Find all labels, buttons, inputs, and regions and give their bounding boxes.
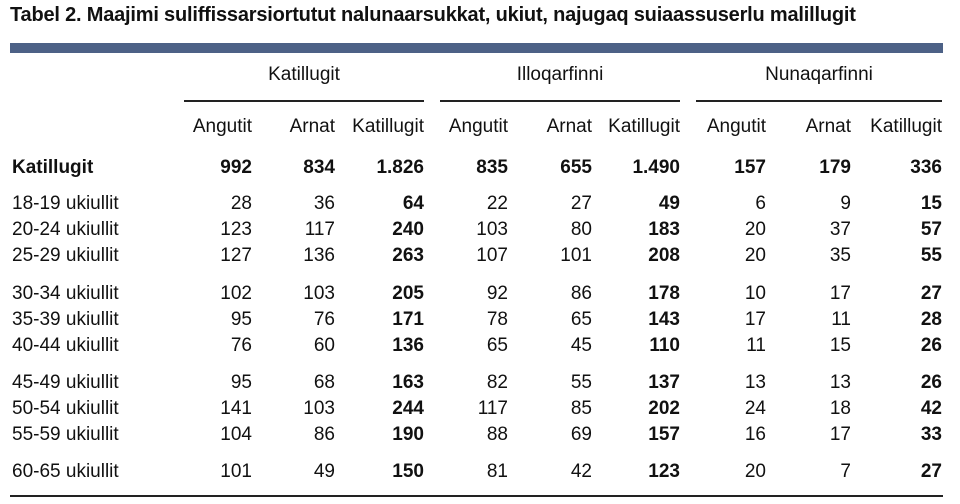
row-label: Katillugit — [12, 157, 94, 178]
total-row — [0, 157, 960, 183]
cell-value: 78 — [486, 309, 508, 330]
table-row — [0, 309, 960, 335]
cell-value: 103 — [476, 219, 508, 240]
row-label: 20-24 ukiullit — [12, 219, 119, 240]
cell-value: 101 — [560, 245, 592, 266]
cell-value: 157 — [648, 424, 680, 445]
cell-value: 33 — [920, 424, 942, 445]
subheader-katillugit: Katillugit — [352, 116, 424, 137]
cell-value: 55 — [920, 245, 942, 266]
row-label: 18-19 ukiullit — [12, 193, 119, 214]
cell-value: 183 — [648, 219, 680, 240]
cell-value: 11 — [831, 309, 851, 330]
cell-value: 143 — [648, 309, 680, 330]
cell-value: 49 — [658, 193, 680, 214]
group-underline — [696, 100, 942, 102]
table-row — [0, 219, 960, 245]
cell-value: 64 — [402, 193, 424, 214]
cell-value: 80 — [570, 219, 592, 240]
cell-value: 26 — [920, 372, 942, 393]
table-row — [0, 372, 960, 398]
cell-value: 179 — [819, 157, 851, 178]
group-header-illoqarfinni: Illoqarfinni — [516, 64, 604, 85]
cell-value: 86 — [313, 424, 335, 445]
cell-value: 137 — [648, 372, 680, 393]
cell-value: 69 — [570, 424, 592, 445]
cell-value: 18 — [829, 398, 851, 419]
cell-value: 92 — [486, 283, 508, 304]
cell-value: 190 — [392, 424, 424, 445]
cell-value: 81 — [486, 461, 508, 482]
cell-value: 163 — [392, 372, 424, 393]
cell-value: 27 — [920, 461, 942, 482]
row-label: 35-39 ukiullit — [12, 309, 119, 330]
cell-value: 86 — [570, 283, 592, 304]
cell-value: 20 — [744, 245, 766, 266]
subheader-arnat: Arnat — [805, 116, 851, 137]
cell-value: 16 — [744, 424, 766, 445]
subheader-katillugit: Katillugit — [608, 116, 680, 137]
cell-value: 104 — [220, 424, 252, 445]
row-label: 55-59 ukiullit — [12, 424, 119, 445]
cell-value: 76 — [230, 335, 252, 356]
cell-value: 27 — [570, 193, 592, 214]
cell-value: 13 — [744, 372, 766, 393]
cell-value: 17 — [829, 283, 851, 304]
cell-value: 6 — [755, 193, 766, 214]
cell-value: 202 — [648, 398, 680, 419]
cell-value: 55 — [570, 372, 592, 393]
group-underline — [440, 100, 680, 102]
cell-value: 103 — [303, 283, 335, 304]
cell-value: 68 — [313, 372, 335, 393]
cell-value: 834 — [303, 157, 335, 178]
cell-value: 9 — [840, 193, 851, 214]
cell-value: 22 — [486, 193, 508, 214]
cell-value: 17 — [744, 309, 766, 330]
cell-value: 35 — [829, 245, 851, 266]
cell-value: 45 — [570, 335, 592, 356]
cell-value: 42 — [920, 398, 942, 419]
cell-value: 136 — [303, 245, 335, 266]
cell-value: 20 — [744, 461, 766, 482]
cell-value: 171 — [392, 309, 424, 330]
cell-value: 107 — [476, 245, 508, 266]
subheader-katillugit: Katillugit — [870, 116, 942, 137]
cell-value: 178 — [648, 283, 680, 304]
cell-value: 13 — [829, 372, 851, 393]
row-label: 40-44 ukiullit — [12, 335, 119, 356]
cell-value: 1.490 — [632, 157, 680, 178]
cell-value: 101 — [220, 461, 252, 482]
cell-value: 157 — [734, 157, 766, 178]
title-bar-rule — [10, 43, 943, 53]
cell-value: 123 — [648, 461, 680, 482]
cell-value: 17 — [829, 424, 851, 445]
group-header-katillugit: Katillugit — [268, 64, 340, 85]
cell-value: 150 — [392, 461, 424, 482]
cell-value: 27 — [920, 283, 942, 304]
cell-value: 655 — [560, 157, 592, 178]
cell-value: 205 — [392, 283, 424, 304]
table-row — [0, 398, 960, 424]
cell-value: 60 — [313, 335, 335, 356]
cell-value: 7 — [840, 461, 851, 482]
table-row — [0, 335, 960, 361]
cell-value: 102 — [220, 283, 252, 304]
table-row — [0, 245, 960, 271]
cell-value: 141 — [220, 398, 252, 419]
cell-value: 15 — [920, 193, 942, 214]
cell-value: 835 — [476, 157, 508, 178]
cell-value: 28 — [920, 309, 942, 330]
cell-value: 244 — [392, 398, 424, 419]
subheader-angutit: Angutit — [706, 116, 766, 137]
row-label: 30-34 ukiullit — [12, 283, 119, 304]
table-row — [0, 461, 960, 487]
cell-value: 42 — [570, 461, 592, 482]
cell-value: 37 — [829, 219, 851, 240]
cell-value: 110 — [649, 335, 680, 356]
row-label: 25-29 ukiullit — [12, 245, 119, 266]
cell-value: 28 — [230, 193, 252, 214]
cell-value: 127 — [220, 245, 252, 266]
cell-value: 263 — [392, 245, 424, 266]
cell-value: 57 — [920, 219, 942, 240]
row-label: 45-49 ukiullit — [12, 372, 119, 393]
cell-value: 117 — [477, 398, 508, 419]
cell-value: 20 — [744, 219, 766, 240]
cell-value: 336 — [910, 157, 942, 178]
cell-value: 123 — [220, 219, 252, 240]
bottom-rule — [10, 495, 943, 497]
row-label: 50-54 ukiullit — [12, 398, 119, 419]
cell-value: 240 — [392, 219, 424, 240]
cell-value: 208 — [648, 245, 680, 266]
subheader-arnat: Arnat — [289, 116, 335, 137]
cell-value: 15 — [829, 335, 851, 356]
group-header-nunaqarfinni: Nunaqarfinni — [765, 64, 873, 85]
row-label: 60-65 ukiullit — [12, 461, 119, 482]
cell-value: 85 — [570, 398, 592, 419]
cell-value: 24 — [744, 398, 766, 419]
cell-value: 82 — [486, 372, 508, 393]
cell-value: 1.826 — [376, 157, 424, 178]
subheader-angutit: Angutit — [192, 116, 252, 137]
cell-value: 103 — [303, 398, 335, 419]
cell-value: 10 — [744, 283, 766, 304]
cell-value: 26 — [920, 335, 942, 356]
cell-value: 95 — [230, 309, 252, 330]
cell-value: 65 — [486, 335, 508, 356]
table-row — [0, 193, 960, 219]
cell-value: 95 — [230, 372, 252, 393]
group-underline — [184, 100, 424, 102]
cell-value: 88 — [486, 424, 508, 445]
cell-value: 49 — [313, 461, 335, 482]
cell-value: 36 — [313, 193, 335, 214]
subheader-angutit: Angutit — [448, 116, 508, 137]
cell-value: 76 — [313, 309, 335, 330]
table-title: Tabel 2. Maajimi suliffissarsiortutut nalunaarsukkat, ukiut, najugaq suiaassuserlu malillugit — [10, 4, 856, 26]
table-row — [0, 424, 960, 450]
table-row — [0, 283, 960, 309]
cell-value: 992 — [220, 157, 252, 178]
cell-value: 136 — [392, 335, 424, 356]
cell-value: 117 — [304, 219, 335, 240]
cell-value: 11 — [746, 335, 766, 356]
cell-value: 65 — [570, 309, 592, 330]
subheader-arnat: Arnat — [546, 116, 592, 137]
